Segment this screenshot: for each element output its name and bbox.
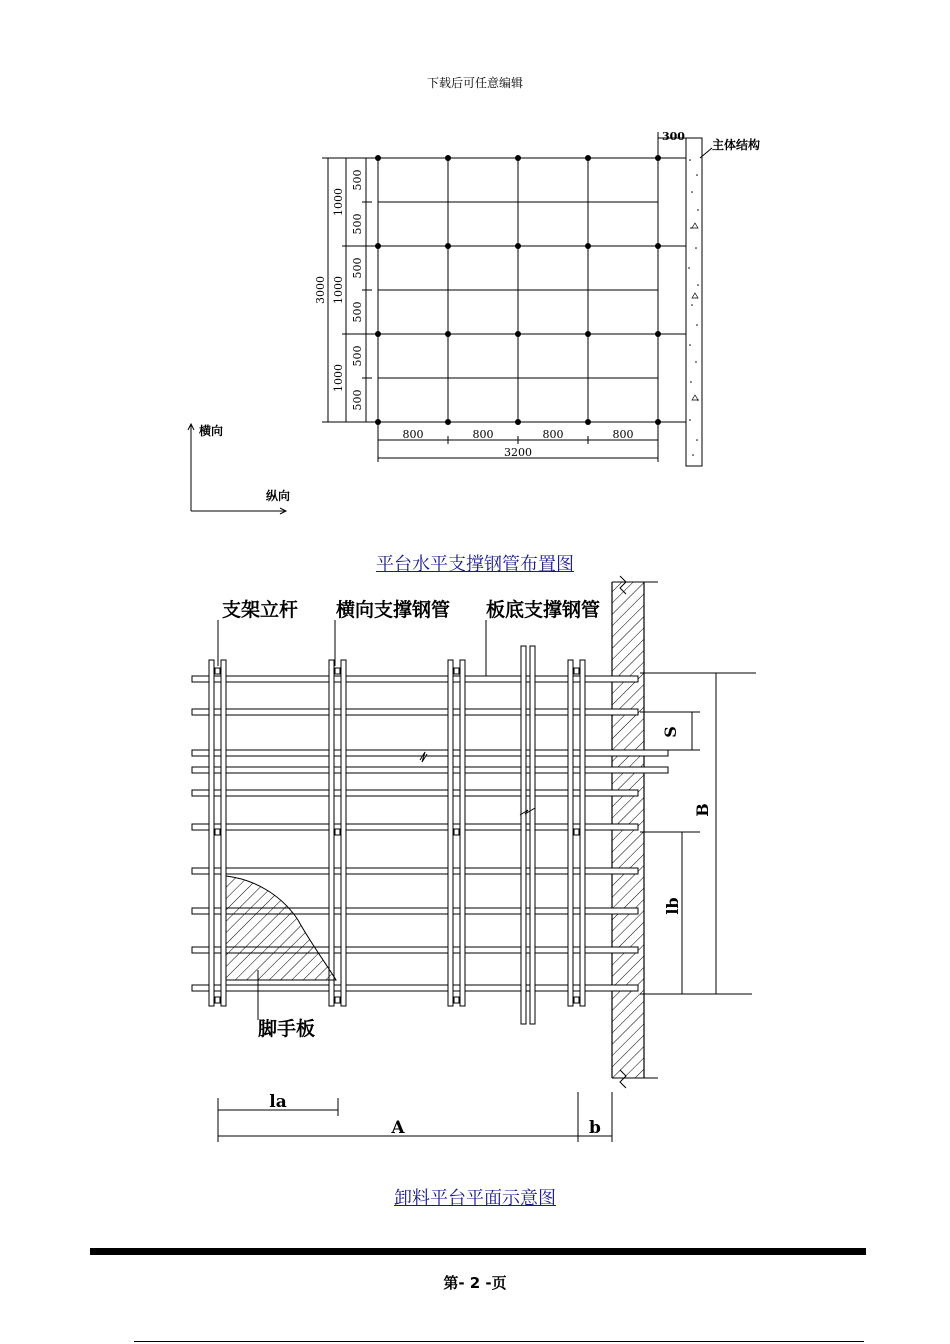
v-dim-3: 500: [351, 257, 364, 279]
footer-rule: [90, 1248, 866, 1255]
v-mid-dim-2: 1000: [332, 276, 345, 304]
label-standing-pole: 支架立杆: [222, 599, 299, 621]
break-symbols: [420, 752, 535, 815]
v-dim-2: 500: [351, 213, 364, 235]
axis-vertical-label: 横向: [199, 424, 224, 438]
left-dimension-lines: [322, 158, 376, 422]
grid-lines: [378, 158, 686, 422]
support-pipe-layout-diagram: [0, 0, 950, 540]
total-height-dim: 3000: [314, 276, 327, 304]
v-dim-4: 500: [351, 301, 364, 323]
h-dim-1: 800: [402, 428, 424, 441]
dim-lb: lb: [663, 897, 682, 915]
figure2-caption: 卸料平台平面示意图: [394, 1188, 556, 1209]
label-bottom-pipe: 板底支撑钢管: [486, 599, 601, 621]
v-dim-1: 500: [351, 169, 364, 191]
v-dim-6: 500: [351, 389, 364, 411]
v-mid-dim-3: 1000: [332, 364, 345, 392]
h-dim-3: 800: [542, 428, 564, 441]
dim-b: b: [589, 1118, 601, 1138]
label-transverse-pipe: 横向支撑钢管: [336, 599, 451, 621]
h-dim-2: 800: [472, 428, 494, 441]
platform-plan-diagram: [0, 570, 950, 1160]
dim-S: S: [661, 726, 680, 738]
right-dimension-lines: [640, 673, 756, 994]
page-header: 下载后可任意编辑: [426, 76, 523, 90]
dim-B: B: [693, 803, 712, 817]
dim-A: A: [391, 1118, 405, 1138]
structure-label: 主体结构: [712, 138, 761, 152]
dim-la: la: [269, 1092, 287, 1112]
main-structure-wall: [686, 138, 702, 466]
total-width-dim: 3200: [504, 446, 532, 459]
figure1-caption: 平台水平支撑钢管布置图: [376, 554, 574, 575]
offset-dim-label: 300: [662, 130, 685, 143]
page-number: 第- 2 -页: [443, 1274, 507, 1292]
v-mid-dim-1: 1000: [332, 188, 345, 216]
bottom-line: [134, 1341, 864, 1342]
v-dim-5: 500: [351, 345, 364, 367]
label-scaffold-board: 脚手板: [258, 1018, 316, 1040]
scaffold-board-area: [226, 876, 336, 980]
h-dim-4: 800: [612, 428, 634, 441]
axis-horizontal-label: 纵向: [266, 489, 291, 503]
